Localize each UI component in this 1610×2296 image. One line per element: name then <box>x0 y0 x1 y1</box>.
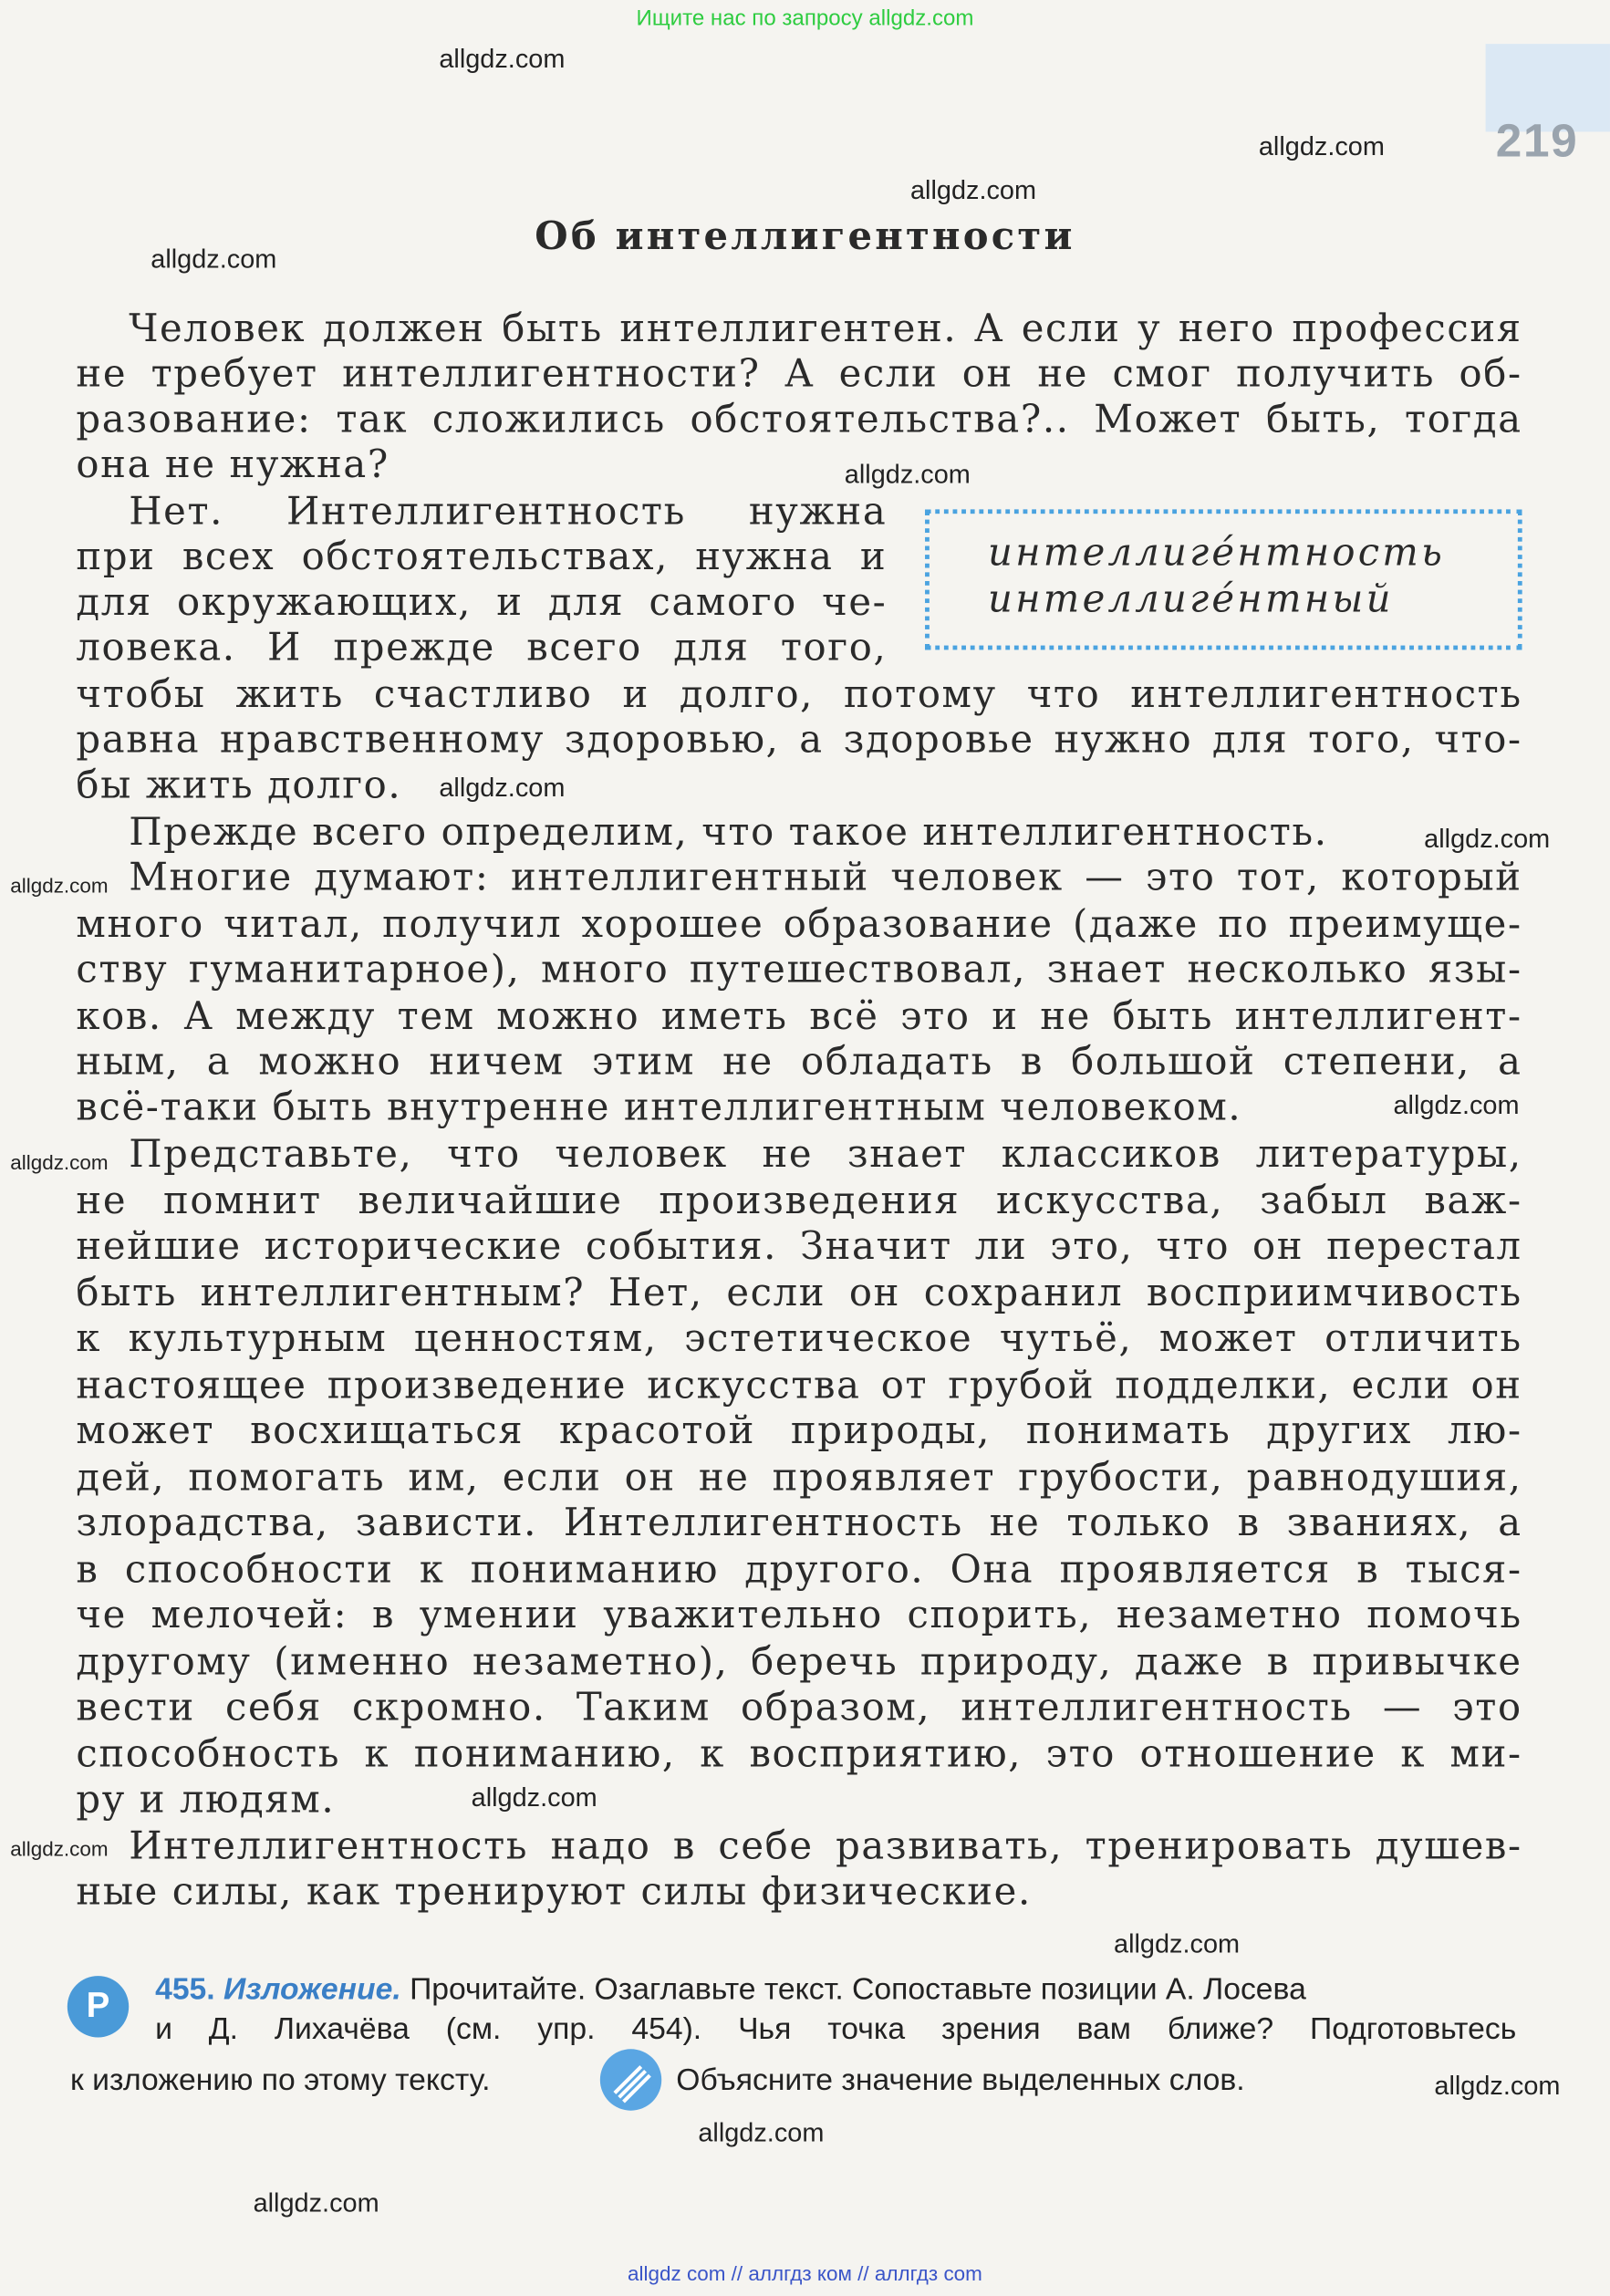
footer-banner[interactable]: allgdz com // аллгдз ком // аллгдз com <box>628 2260 982 2285</box>
watermark: allgdz.com <box>439 773 566 803</box>
vocabulary-word: интеллиге́нтный <box>988 577 1394 622</box>
text-line: Нет. Интеллигентность нужна <box>129 490 888 535</box>
text-line: ловека. И прежде всего для того, <box>76 626 888 670</box>
speech-development-badge-icon: Р <box>68 1976 129 2037</box>
task-kind: Изложение. <box>223 1972 401 2007</box>
text-line: бы жить долго. <box>76 764 402 808</box>
text-line: способность к пониманию, к восприятию, это отношение к ми- <box>76 1732 1522 1777</box>
text-line: Прежде всего определим, что такое интеллигентность. <box>129 810 1328 856</box>
text-line: не помнит величайшие произведения искусства, забыл важ- <box>76 1179 1522 1224</box>
text-line: равна нравственному здоровью, а здоровье нужно для того, что- <box>76 718 1522 763</box>
watermark: allgdz.com <box>909 175 1037 205</box>
text-line: при всех обстоятельствах, нужна и <box>76 535 888 580</box>
text-line: ру и людям. <box>76 1778 336 1823</box>
text-line: может восхищаться красотой природы, понимать других лю- <box>76 1409 1522 1454</box>
text-line: не требует интеллигентности? А если он не смог получить об- <box>76 352 1522 397</box>
text-line: Интеллигентность надо в себе развивать, тренировать душев- <box>129 1824 1522 1869</box>
watermark: allgdz.com <box>1258 131 1385 161</box>
text-line: к культурным ценностям, эстетическое чутьё, может отличить <box>76 1317 1522 1362</box>
task-text: Прочитайте. Озаглавьте текст. Сопоставьте позиции А. Лосева <box>410 1972 1306 2007</box>
watermark: allgdz.com <box>1434 2071 1561 2101</box>
watermark: allgdz.com <box>151 244 277 275</box>
watermark: allgdz.com <box>1424 824 1551 854</box>
text-line: Многие думают: интеллигентный человек — это тот, который <box>129 856 1522 900</box>
pen-icon <box>600 2049 661 2110</box>
task-text: к изложению по этому тексту. <box>70 2063 491 2098</box>
text-line: вести себя скромно. Таким образом, интеллигентность — это <box>76 1686 1522 1730</box>
text-line: ным, а можно ничем этим не обладать в большой степени, а <box>76 1040 1522 1085</box>
text-title: Об интеллигентности <box>535 214 1075 259</box>
task-text: Объясните значение выделенных слов. <box>676 2063 1245 2098</box>
text-line: быть интеллигентным? Нет, если он сохранил восприимчивость <box>76 1272 1522 1316</box>
text-line: ков. А между тем можно иметь всё это и не быть интеллигент- <box>76 995 1522 1040</box>
text-line: чтобы жить счастливо и долго, потому что интеллигентность <box>76 673 1522 718</box>
watermark: allgdz.com <box>439 44 566 74</box>
top-banner[interactable]: Ищите нас по запросу allgdz.com <box>636 5 974 31</box>
task-line <box>155 1970 1306 2011</box>
text-line: дей, помогать им, если он не проявляет грубости, равнодушия, <box>76 1456 1522 1501</box>
task-number: 455. <box>155 1972 215 2007</box>
vocabulary-word: интеллиге́нтность <box>988 531 1446 576</box>
watermark: allgdz.com <box>471 1782 597 1813</box>
watermark: allgdz.com <box>844 459 971 489</box>
task-text: и Д. Лихачёва (см. упр. 454). Чья точка зрения вам ближе? Подготовьтесь <box>155 2012 1517 2047</box>
watermark: allgdz.com <box>253 2187 379 2218</box>
watermark: allgdz.com <box>10 873 109 898</box>
text-line: много читал, получил хорошее образование (даже по преимуще- <box>76 902 1522 948</box>
watermark: allgdz.com <box>10 1150 109 1174</box>
watermark: allgdz.com <box>1393 1090 1520 1120</box>
text-line: всё-таки быть внутренне интеллигентным человеком. <box>76 1086 1242 1130</box>
text-line: другому (именно незаметно), беречь природу, даже в привычке <box>76 1640 1522 1685</box>
text-line: Человек должен быть интеллигентен. А если у него профессия <box>129 306 1522 352</box>
text-line: настоящее произведение искусства от грубой подделки, если он <box>76 1364 1522 1408</box>
text-line: ству гуманитарное), много путешествовал, знает несколько язы- <box>76 948 1522 992</box>
text-line: злорадства, зависти. Интеллигентность не только в званиях, а <box>76 1501 1522 1546</box>
page-number: 219 <box>1495 114 1579 167</box>
text-line: че мелочей: в умении уважительно спорить, незаметно помочь <box>76 1594 1522 1638</box>
text-line: для окружающих, и для самого че- <box>76 580 888 626</box>
text-line: разование: так сложились обстоятельства?.. Может быть, тогда <box>76 398 1522 442</box>
watermark: allgdz.com <box>1114 1928 1241 1958</box>
watermark: allgdz.com <box>10 1836 109 1861</box>
watermark: allgdz.com <box>698 2117 825 2147</box>
text-line: она не нужна? <box>76 443 390 488</box>
text-line: нейшие исторические события. Значит ли это, что он перестал <box>76 1224 1522 1270</box>
text-line: в способности к пониманию другого. Она проявляется в тыся- <box>76 1548 1522 1593</box>
text-line: Представьте, что человек не знает классиков литературы, <box>129 1132 1522 1178</box>
text-line: ные силы, как тренируют силы физические. <box>76 1870 1032 1915</box>
vocabulary-box <box>925 509 1522 649</box>
